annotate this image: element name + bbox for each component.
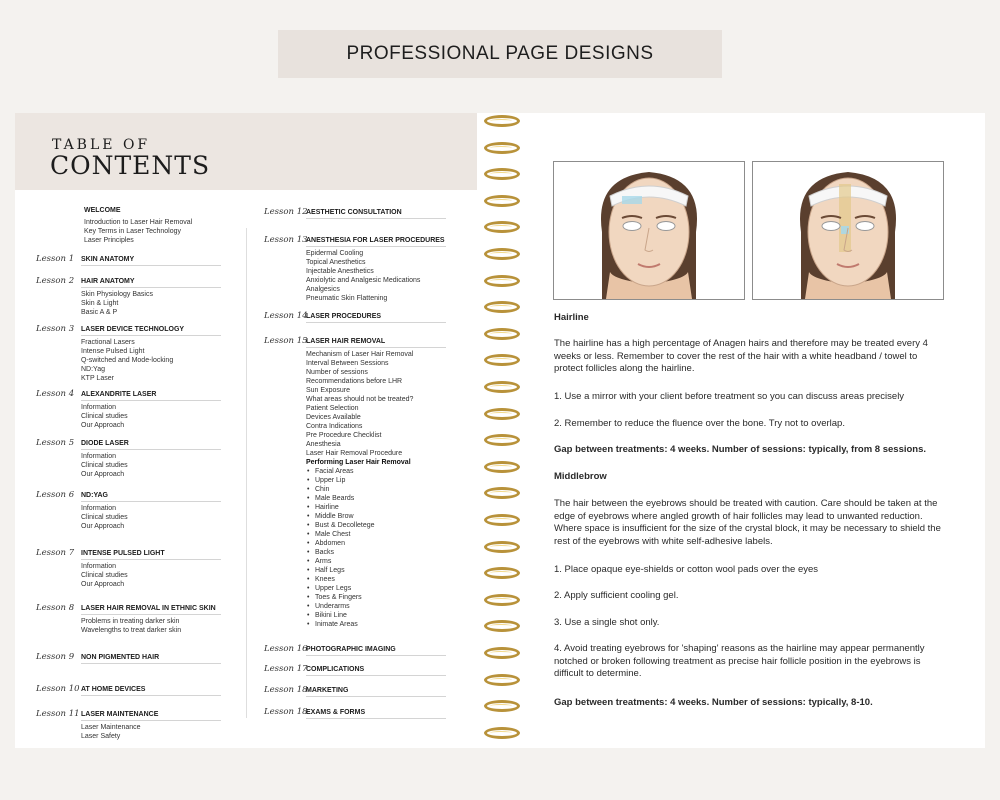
hairline-gap-note: Gap between treatments: 4 weeks. Number of sessions: typically, from 8 sessions. xyxy=(554,444,927,455)
binding-ring xyxy=(484,727,520,739)
toc-lesson-title: AT HOME DEVICES xyxy=(81,686,221,696)
toc-lesson-left xyxy=(81,550,221,589)
binding-ring xyxy=(484,567,520,579)
lesson-label: Lesson 18 xyxy=(264,685,308,695)
toc-item: Information xyxy=(81,453,117,460)
toc-item: Basic A & P xyxy=(81,309,118,316)
toc-lesson-title: EXAMS & FORMS xyxy=(306,709,446,719)
toc-item: Anxiolytic and Analgesic Medications xyxy=(306,277,421,284)
toc-item: Skin & Light xyxy=(81,300,119,307)
binding-ring xyxy=(484,461,520,473)
lesson-label: Lesson 12 xyxy=(264,207,308,217)
toc-item: Topical Anesthetics xyxy=(306,259,366,266)
toc-lesson-items xyxy=(81,617,221,635)
toc-lesson-left xyxy=(81,492,221,531)
toc-bullet-item: • Hairline xyxy=(306,503,446,512)
lesson-label: Lesson 15 xyxy=(264,336,308,346)
spiral-binding xyxy=(482,113,526,748)
toc-welcome-item: Laser Principles xyxy=(84,237,134,244)
toc-item: Clinical studies xyxy=(81,462,128,469)
binding-ring xyxy=(484,381,520,393)
toc-lesson-items xyxy=(306,350,446,629)
toc-bullet-item: • Half Legs xyxy=(306,566,446,575)
toc-lesson-title: PHOTOGRAPHIC IMAGING xyxy=(306,646,446,656)
toc-item: Information xyxy=(81,505,117,512)
toc-lesson-items xyxy=(81,403,221,430)
toc-item: Clinical studies xyxy=(81,572,128,579)
toc-bullet-item: • Bikini Line xyxy=(306,611,446,620)
toc-lesson-title: LASER HAIR REMOVAL IN ETHNIC SKIN xyxy=(81,605,221,615)
binding-ring xyxy=(484,647,520,659)
toc-bullet-item: • Male Chest xyxy=(306,530,446,539)
binding-ring xyxy=(484,434,520,446)
toc-column-divider xyxy=(246,228,247,718)
toc-item: Laser Safety xyxy=(81,733,121,740)
toc-item: Laser Hair Removal Procedure xyxy=(306,450,403,457)
toc-item: KTP Laser xyxy=(81,375,114,382)
toc-item: ND:Yag xyxy=(81,366,105,373)
toc-bullet-item: • Upper Legs xyxy=(306,584,446,593)
toc-item: Pneumatic Skin Flattening xyxy=(306,295,388,302)
hairline-step-1: 1. Use a mirror with your client before treatment so you can discuss areas precisely xyxy=(554,391,905,402)
toc-item: Injectable Anesthetics xyxy=(306,268,374,275)
toc-item-bold: Performing Laser Hair Removal xyxy=(306,459,411,466)
toc-lesson-title: AESTHETIC CONSULTATION xyxy=(306,209,446,219)
toc-item: Anesthesia xyxy=(306,441,341,448)
middlebrow-step-3: 3. Use a single shot only. xyxy=(554,617,660,628)
toc-item: Q-switched and Mode-locking xyxy=(81,357,174,364)
toc-bullet-item: • Middle Brow xyxy=(306,512,446,521)
toc-lesson-left xyxy=(81,278,221,317)
toc-lesson-title: HAIR ANATOMY xyxy=(81,278,221,288)
toc-lesson-left xyxy=(81,686,221,696)
toc-bullet-item: • Abdomen xyxy=(306,539,446,548)
toc-item: Wavelengths to treat darker skin xyxy=(81,627,182,634)
toc-lesson-right xyxy=(306,209,446,219)
lesson-label: Lesson 7 xyxy=(36,548,75,558)
toc-lesson-right xyxy=(306,237,446,303)
middlebrow-step-2: 2. Apply sufficient cooling gel. xyxy=(554,590,679,601)
binding-ring xyxy=(484,354,520,366)
binding-ring xyxy=(484,674,520,686)
toc-lesson-title: LASER MAINTENANCE xyxy=(81,711,221,721)
lesson-label: Lesson 9 xyxy=(36,652,75,662)
toc-item: Contra Indications xyxy=(306,423,363,430)
toc-lesson-title: DIODE LASER xyxy=(81,440,221,450)
toc-item: Patient Selection xyxy=(306,405,359,412)
middlebrow-step-4: 4. Avoid treating eyebrows for 'shaping' reasons as the hairline may appear permanently notched or broken following treatment as precise hair follicle position in the eyebrows is difficult to determine. xyxy=(554,643,925,679)
toc-item: Intense Pulsed Light xyxy=(81,348,145,355)
toc-item: Sun Exposure xyxy=(306,387,350,394)
toc-lesson-items xyxy=(81,452,221,479)
binding-ring xyxy=(484,275,520,287)
toc-item: Pre Procedure Checklist xyxy=(306,432,382,439)
toc-item: Our Approach xyxy=(81,422,125,429)
binding-ring xyxy=(484,514,520,526)
lesson-label: Lesson 8 xyxy=(36,603,75,613)
toc-lesson-items xyxy=(306,249,446,303)
middlebrow-step-1: 1. Place opaque eye-shields or cotton wool pads over the eyes xyxy=(554,564,819,575)
toc-lesson-items xyxy=(81,338,221,383)
binding-ring xyxy=(484,195,520,207)
toc-item: Skin Physiology Basics xyxy=(81,291,153,298)
toc-lesson-right xyxy=(306,646,446,656)
toc-lesson-title: MARKETING xyxy=(306,687,446,697)
toc-lesson-title: SKIN ANATOMY xyxy=(81,256,221,266)
lesson-label: Lesson 10 xyxy=(36,684,80,694)
toc-lesson-left xyxy=(81,654,221,664)
toc-lesson-right xyxy=(306,666,446,676)
toc-bullet-item: • Bust & Decolletege xyxy=(306,521,446,530)
toc-bullet-item: • Chin xyxy=(306,485,446,494)
lesson-label: Lesson 5 xyxy=(36,438,75,448)
toc-lesson-items xyxy=(81,723,221,741)
toc-lesson-right xyxy=(306,338,446,629)
toc-item: Laser Maintenance xyxy=(81,724,141,731)
toc-item: Clinical studies xyxy=(81,413,128,420)
binding-ring xyxy=(484,487,520,499)
toc-lesson-title: ANESTHESIA FOR LASER PROCEDURES xyxy=(306,237,446,247)
toc-lesson-left xyxy=(81,440,221,479)
hairline-treatment-illustration xyxy=(553,161,745,300)
binding-ring xyxy=(484,594,520,606)
lesson-label: Lesson 11 xyxy=(36,709,80,719)
toc-lesson-items xyxy=(81,562,221,589)
toc-item: Information xyxy=(81,563,117,570)
middlebrow-treatment-illustration xyxy=(752,161,944,300)
toc-lesson-left xyxy=(81,711,221,741)
binding-ring xyxy=(484,541,520,553)
binding-ring xyxy=(484,115,520,127)
binding-ring xyxy=(484,700,520,712)
toc-lesson-title: LASER PROCEDURES xyxy=(306,313,446,323)
binding-ring xyxy=(484,408,520,420)
lesson-label: Lesson 6 xyxy=(36,490,75,500)
toc-item: Epidermal Cooling xyxy=(306,250,364,257)
toc-bullet-item: • Upper Lip xyxy=(306,476,446,485)
toc-lesson-right xyxy=(306,313,446,323)
lesson-label: Lesson 17 xyxy=(264,664,308,674)
binding-ring xyxy=(484,221,520,233)
toc-lesson-right xyxy=(306,687,446,697)
toc-lesson-items xyxy=(81,290,221,317)
toc-lesson-title: LASER HAIR REMOVAL xyxy=(306,338,446,348)
toc-item: Number of sessions xyxy=(306,369,368,376)
toc-lesson-left xyxy=(81,326,221,383)
middlebrow-heading: Middlebrow xyxy=(554,471,607,482)
hairline-paragraph: The hairline has a high percentage of Anagen hairs and therefore may be treated every 4 weeks or less. Remember to cover the rest of the hair with a white headband / towel to protect follicles along the hairline. xyxy=(554,338,928,374)
toc-item: Our Approach xyxy=(81,471,125,478)
binding-ring xyxy=(484,328,520,340)
toc-lesson-title: ALEXANDRITE LASER xyxy=(81,391,221,401)
toc-bullet-item: • Underarms xyxy=(306,602,446,611)
toc-lesson-title: LASER DEVICE TECHNOLOGY xyxy=(81,326,221,336)
toc-bullet-item: • Knees xyxy=(306,575,446,584)
middlebrow-gap-note: Gap between treatments: 4 weeks. Number of sessions: typically, 8-10. xyxy=(554,697,873,708)
toc-lesson-title: ND:YAG xyxy=(81,492,221,502)
hairline-heading: Hairline xyxy=(554,312,589,323)
toc-bullet-item: • Inimate Areas xyxy=(306,620,446,629)
binding-ring xyxy=(484,142,520,154)
toc-item: Fractional Lasers xyxy=(81,339,135,346)
toc-welcome xyxy=(84,207,224,245)
toc-item: Interval Between Sessions xyxy=(306,360,389,367)
toc-item: Devices Available xyxy=(306,414,361,421)
toc-item: What areas should not be treated? xyxy=(306,396,414,403)
toc-lesson-title: NON PIGMENTED HAIR xyxy=(81,654,221,664)
binding-ring xyxy=(484,620,520,632)
toc-bullet-item: • Arms xyxy=(306,557,446,566)
toc-item: Recommendations before LHR xyxy=(306,378,403,385)
toc-lesson-title: COMPLICATIONS xyxy=(306,666,446,676)
lesson-label: Lesson 14 xyxy=(264,311,308,321)
lesson-label: Lesson 18 xyxy=(264,707,308,717)
banner-title: PROFESSIONAL PAGE DESIGNS xyxy=(346,43,654,64)
binding-ring xyxy=(484,301,520,313)
toc-item: Information xyxy=(81,404,117,411)
toc-bullet-item: • Male Beards xyxy=(306,494,446,503)
binding-ring xyxy=(484,248,520,260)
toc-item: Our Approach xyxy=(81,581,125,588)
toc-bullet-item: • Backs xyxy=(306,548,446,557)
toc-welcome-item: Key Terms in Laser Technology xyxy=(84,228,182,235)
toc-lesson-left xyxy=(81,256,221,266)
lesson-label: Lesson 3 xyxy=(36,324,75,334)
lesson-label: Lesson 13 xyxy=(264,235,308,245)
toc-bullet-item: • Facial Areas xyxy=(306,467,446,476)
toc-item: Our Approach xyxy=(81,523,125,530)
toc-welcome-item: Introduction to Laser Hair Removal xyxy=(84,219,193,226)
toc-bullet-item: • Toes & Fingers xyxy=(306,593,446,602)
toc-heading-line2: CONTENTS xyxy=(50,151,211,180)
lesson-label: Lesson 16 xyxy=(264,644,308,654)
binding-ring xyxy=(484,168,520,180)
toc-item: Mechanism of Laser Hair Removal xyxy=(306,351,414,358)
toc-item: Problems in treating darker skin xyxy=(81,618,180,625)
lesson-label: Lesson 4 xyxy=(36,389,75,399)
hairline-step-2: 2. Remember to reduce the fluence over the bone. Try not to overlap. xyxy=(554,418,845,429)
toc-item: Analgesics xyxy=(306,286,340,293)
toc-welcome-title: WELCOME xyxy=(84,207,121,214)
middlebrow-paragraph: The hair between the eyebrows should be treated with caution. Care should be taken at the edge of eyebrows where angled growth of hair follicles may lead to unwanted reduction. Where space is insufficient for the size of the crystal block, it may be necessary to shield the rest of the eyebrows with white self-adhesive labels. xyxy=(554,498,941,547)
toc-item: Clinical studies xyxy=(81,514,128,521)
toc-lesson-items xyxy=(81,504,221,531)
toc-heading-line1: TABLE OF xyxy=(52,137,151,153)
toc-lesson-left xyxy=(81,605,221,635)
toc-lesson-left xyxy=(81,391,221,430)
toc-lesson-title: INTENSE PULSED LIGHT xyxy=(81,550,221,560)
lesson-label: Lesson 2 xyxy=(36,276,75,286)
lesson-label: Lesson 1 xyxy=(36,254,75,264)
toc-lesson-right xyxy=(306,709,446,719)
banner xyxy=(278,30,722,78)
